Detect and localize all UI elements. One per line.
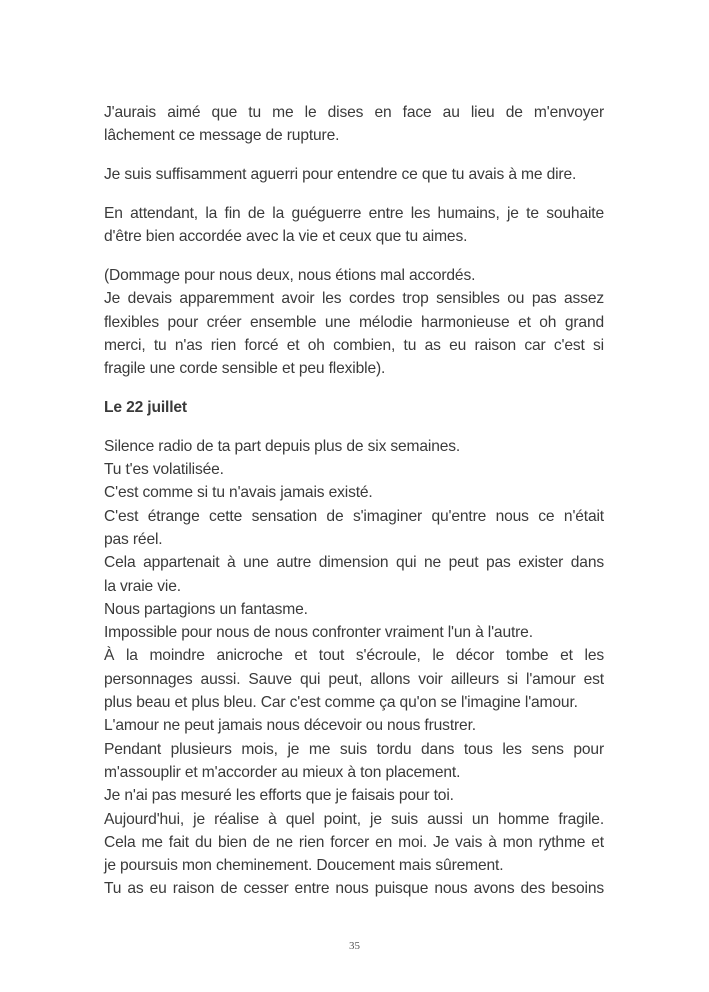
text-line: C'est comme si tu n'avais jamais existé. — [104, 484, 373, 502]
date-heading: Le 22 juillet — [104, 398, 187, 416]
text-line: (Dommage pour nous deux, nous étions mal accordés. — [104, 266, 476, 284]
text-line: Cela appartenait à une autre dimension qui ne peut pas exister dans — [104, 554, 604, 572]
text-line: À la moindre anicroche et tout s'écroule, le décor tombe et les — [104, 647, 604, 665]
text-line: personnages aussi. Sauve qui peut, allons voir ailleurs si l'amour est — [104, 670, 604, 688]
text-line: Silence radio de ta part depuis plus de six semaines. — [104, 437, 461, 455]
text-line: C'est étrange cette sensation de s'imaginer qu'entre nous ce n'était — [104, 507, 604, 525]
paragraph-rupture-message — [104, 101, 604, 148]
text-line: En attendant, la fin de la guéguerre entre les humains, je te souhaite — [104, 204, 604, 222]
paragraph-silence-radio — [104, 435, 604, 901]
page-number: 35 — [349, 940, 360, 952]
text-line: Impossible pour nous de nous confronter vraiment l'un à l'autre. — [104, 624, 533, 642]
text-line: lâchement ce message de rupture. — [104, 127, 340, 145]
text-line: plus beau et plus bleu. Car c'est comme ça qu'on se l'imagine l'amour. — [104, 694, 578, 712]
text-line: la vraie vie. — [104, 577, 181, 595]
text-line: Tu t'es volatilisée. — [104, 461, 224, 479]
text-line: Je n'ai pas mesuré les efforts que je faisais pour toi. — [104, 787, 454, 805]
text-line: Aujourd'hui, je réalise à quel point, je suis aussi un homme fragile. — [104, 810, 604, 828]
text-line: J'aurais aimé que tu me le dises en face au lieu de m'envoyer — [104, 104, 604, 121]
paragraph-dommage — [104, 264, 604, 380]
text-line: m'assouplir et m'accorder au mieux à ton placement. — [104, 763, 461, 781]
text-line: L'amour ne peut jamais nous décevoir ou nous frustrer. — [104, 717, 476, 735]
text-line: Je suis suffisamment aguerri pour entendre ce que tu avais à me dire. — [104, 166, 577, 184]
page-text — [104, 101, 604, 916]
text-line: Je devais apparemment avoir les cordes trop sensibles ou pas assez — [104, 290, 604, 308]
text-line: Pendant plusieurs mois, je me suis tordu dans tous les sens pour — [104, 740, 604, 758]
text-line: d'être bien accordée avec la vie et ceux que tu aimes. — [104, 228, 468, 246]
text-line: Cela me fait du bien de ne rien forcer en moi. Je vais à mon rythme et — [104, 833, 604, 851]
text-line: je poursuis mon cheminement. Doucement mais sûrement. — [104, 857, 504, 875]
text-line: Nous partagions un fantasme. — [104, 600, 308, 618]
text-line: fragile une corde sensible et peu flexible). — [104, 360, 386, 378]
text-line: pas réel. — [104, 530, 163, 548]
text-line: flexibles pour créer ensemble une mélodie harmonieuse et oh grand — [104, 313, 604, 331]
paragraph-en-attendant — [104, 202, 604, 249]
text-line: Tu as eu raison de cesser entre nous puisque nous avons des besoins — [104, 880, 604, 898]
text-line: merci, tu n'as rien forcé et oh combien, tu as eu raison car c'est si — [104, 336, 604, 354]
paragraph-aguerri — [104, 163, 604, 186]
